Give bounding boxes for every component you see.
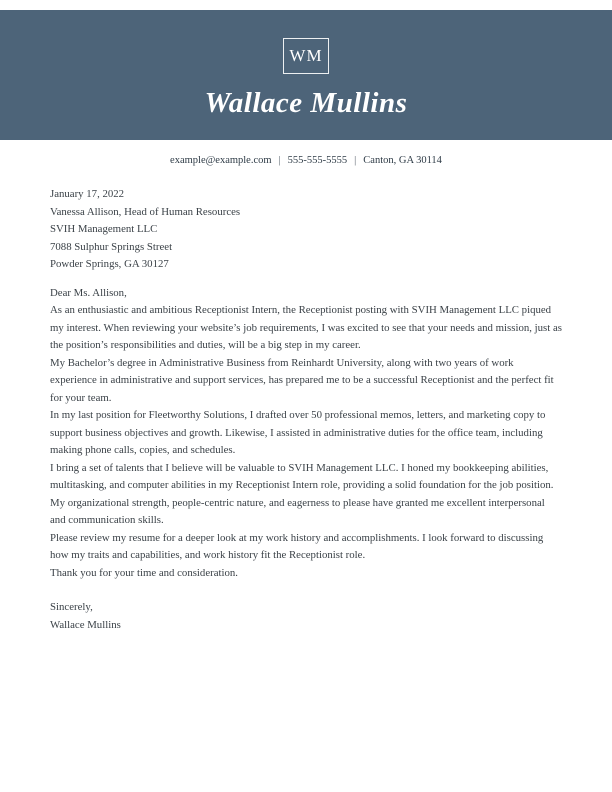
contact-separator: | — [278, 155, 281, 166]
contact-location: Canton, GA 30114 — [363, 155, 442, 166]
candidate-name-heading: Wallace Mullins — [204, 87, 408, 119]
signoff-block — [50, 599, 562, 634]
recipient-city-line: Powder Springs, GA 30127 — [50, 258, 169, 270]
letter-paragraph-2: My Bachelor’s degree in Administrative Business from Reinhardt University, along with two years of work experience in administrative and support services, has prepared me to be a successful Receptionist and the perfect fit for your team. — [50, 356, 554, 404]
letter-paragraph-1: As an enthusiastic and ambitious Receptionist Intern, the Receptionist posting with SVIH Management LLC piqued my interest. When reviewing your website’s job requirements, I was excited to see that your needs and mission, just as the position’s responsibilities and duties, will be a big step in my career. — [50, 304, 562, 351]
recipient-company-line: SVIH Management LLC — [50, 223, 158, 235]
contact-line — [0, 155, 612, 166]
letter-date: January 17, 2022 — [50, 188, 125, 200]
contact-separator: | — [354, 155, 357, 166]
recipient-name-line: Vanessa Allison, Head of Human Resources — [50, 205, 241, 218]
closing-line: Sincerely, — [50, 601, 93, 613]
recipient-block — [50, 204, 562, 274]
letter-body — [0, 166, 612, 634]
letter-header-band — [0, 10, 612, 140]
contact-phone: 555-555-5555 — [287, 155, 348, 166]
signature-name: Wallace Mullins — [50, 618, 121, 631]
recipient-street-line: 7088 Sulphur Springs Street — [50, 240, 173, 253]
salutation: Dear Ms. Allison, — [50, 286, 127, 299]
thank-you-line: Thank you for your time and consideration. — [50, 566, 238, 579]
letter-paragraph-4: I bring a set of talents that I believe will be valuable to SVIH Management LLC. I honed my bookkeeping abilities, multitasking, and computer abilities in my Receptionist Intern role, providing a solid foundation for the job position. My organizational strength, people-centric nature, and eagerness to please have granted me excellent interpersonal and communication skills. — [50, 461, 554, 526]
contact-email: example@example.com — [170, 155, 272, 166]
monogram-initials: WM — [289, 46, 323, 65]
monogram-badge — [283, 38, 329, 74]
letter-paragraph-5: Please review my resume for a deeper look at my work history and accomplishments. I look forward to discussing how my traits and capabilities, and work history fit the Receptionist role. — [50, 531, 544, 561]
letter-paragraph-3: In my last position for Fleetworthy Solutions, I drafted over 50 professional memos, letters, and marketing copy to support business objectives and growth. Likewise, I assisted in administrative duties for the office team, including making phone calls, copies, and schedules. — [50, 409, 546, 456]
